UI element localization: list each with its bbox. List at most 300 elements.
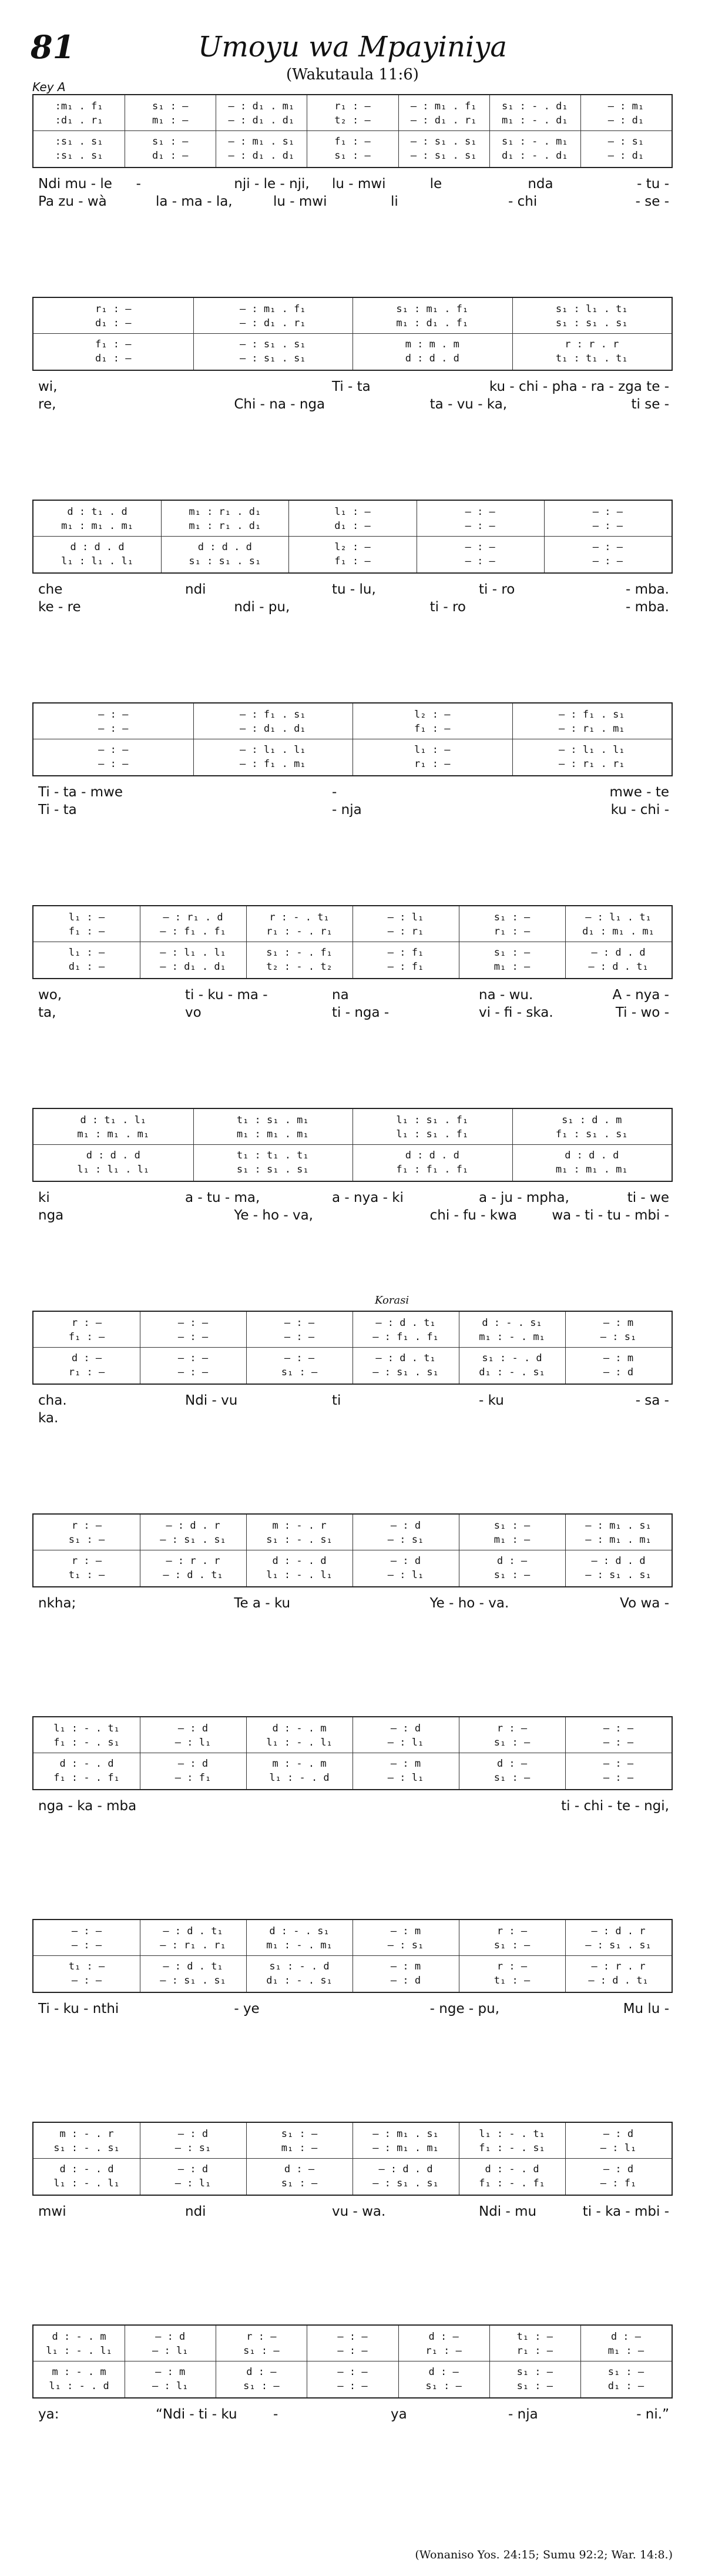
solfa-cell: r : —: [496, 1925, 528, 1937]
staff-box: [32, 2122, 673, 2196]
solfa-cell: — : d: [390, 1723, 421, 1734]
solfa-cell: — : —: [284, 1331, 315, 1343]
solfa-cell: s₁ : —: [281, 2178, 318, 2189]
solfa-cell: — : f₁ . f₁: [160, 926, 226, 937]
lyric-syllable: Ti - ta: [332, 379, 371, 394]
staff-divider: [33, 130, 672, 131]
lyric-syllable: Ye - ho - va,: [234, 1208, 313, 1223]
hymn-subtitle: (Wakutaula 11:6): [286, 66, 419, 83]
solfa-cell: r₁ : —: [494, 926, 531, 937]
voice-row: [33, 1756, 672, 1771]
solfa-cell: s₁ : l₁ . t₁: [555, 303, 628, 315]
staff-box: [32, 500, 673, 574]
voice-row: [33, 945, 672, 960]
solfa-cell: — : s₁ . s₁: [239, 339, 306, 350]
voice-row: [33, 756, 672, 772]
voice-row: [33, 113, 672, 128]
solfa-cell: — : s₁ . s₁: [160, 1975, 226, 1987]
solfa-cell: l₁ : - . l₁: [266, 1569, 333, 1581]
solfa-cell: — : r . r: [166, 1555, 220, 1567]
solfa-cell: — : d . t₁: [588, 1975, 649, 1987]
lyric-line: [38, 2407, 673, 2423]
solfa-cell: — : r₁ . m₁: [558, 723, 625, 735]
lyric-syllable: ti - ka - mbi -: [582, 2204, 669, 2219]
lyric-syllable: ndi - pu,: [234, 599, 290, 615]
lyric-syllable: “Ndi - ti - ku: [156, 2407, 237, 2422]
solfa-cell: d : - . s₁: [269, 1925, 330, 1937]
solfa-cell: — : —: [284, 1317, 315, 1329]
voice-row: [33, 1127, 672, 1142]
lyric-syllable: nji - le - nji,: [234, 176, 310, 192]
solfa-cell: — : d: [390, 1975, 421, 1987]
solfa-cell: — : d . r: [166, 1520, 220, 1532]
solfa-cell: t₂ : - . t₂: [266, 961, 333, 973]
solfa-cell: — : d . d: [591, 947, 646, 959]
solfa-cell: — : m₁ . f₁: [239, 303, 306, 315]
lyric-syllable: ti - ku - ma -: [185, 987, 268, 1003]
solfa-cell: — : s₁ . s₁: [160, 1534, 226, 1546]
solfa-cell: s₁ : —: [516, 2366, 553, 2378]
voice-row: [33, 1532, 672, 1547]
solfa-cell: :m₁ . f₁: [55, 101, 103, 112]
solfa-cell: m : m . m: [405, 339, 459, 350]
solfa-cell: l₂ : —: [334, 541, 371, 553]
lyric-syllable: A - nya -: [612, 987, 669, 1003]
lyric-syllable: vi - fi - ska.: [479, 1005, 553, 1020]
lyric-syllable: nkha;: [38, 1596, 76, 1611]
solfa-cell: f₁ : - . s₁: [53, 1737, 120, 1748]
voice-row: [33, 1770, 672, 1786]
lyric-syllable: le: [429, 176, 442, 192]
staff-box: [32, 297, 673, 371]
solfa-cell: l₁ : —: [68, 947, 105, 959]
lyric-syllable: ya:: [38, 2407, 59, 2422]
lyric-syllable: vu - wa.: [332, 2204, 386, 2219]
voice-row: [33, 2140, 672, 2156]
solfa-cell: — : l₁: [174, 2178, 212, 2189]
solfa-cell: f₁ : —: [68, 1331, 105, 1343]
voice-row: [33, 1721, 672, 1736]
solfa-cell: s₁ : - . d₁: [501, 101, 568, 112]
staff-box: [32, 905, 673, 979]
voice-row: [33, 554, 672, 569]
solfa-cell: — : l₁: [387, 1737, 424, 1748]
lyric-syllable: Ti - ta - mwe: [38, 785, 123, 800]
solfa-cell: m₁ : m₁ . m₁: [236, 1128, 309, 1140]
solfa-cell: d : d . d: [565, 1150, 619, 1161]
lyric-syllable: ki: [38, 1190, 50, 1205]
solfa-cell: — : —: [592, 506, 623, 518]
solfa-cell: — : d . t₁: [375, 1352, 436, 1364]
solfa-cell: — : —: [337, 2331, 368, 2343]
lyric-syllable: Vo wa -: [620, 1596, 669, 1611]
solfa-cell: s₁ : —: [494, 1737, 531, 1748]
solfa-cell: m₁ : m₁ . m₁: [77, 1128, 150, 1140]
solfa-cell: s₁ : s₁ . s₁: [189, 555, 261, 567]
lyric-syllable: Ndi - mu: [479, 2204, 537, 2219]
solfa-cell: m₁ : —: [494, 961, 531, 973]
lyric-syllable: re,: [38, 397, 56, 412]
solfa-cell: — : l₁: [387, 1569, 424, 1581]
lyric-syllable: ndi: [185, 2204, 206, 2219]
solfa-cell: r₁ : —: [95, 303, 132, 315]
solfa-cell: — : —: [465, 541, 495, 553]
solfa-cell: — : —: [592, 541, 623, 553]
solfa-cell: t₁ : t₁ . t₁: [236, 1150, 309, 1161]
lyric-syllable: - nge - pu,: [429, 2001, 500, 2016]
voice-row: [33, 99, 672, 114]
solfa-cell: r₁ : —: [414, 758, 451, 770]
solfa-cell: — : l₁: [174, 1737, 212, 1748]
solfa-cell: t₁ : —: [68, 1961, 105, 1972]
solfa-cell: s₁ : —: [607, 2366, 644, 2378]
solfa-cell: — : d: [390, 1555, 421, 1567]
solfa-cell: l₁ : - . t₁: [479, 2128, 545, 2140]
lyric-syllable: ndi: [185, 582, 206, 597]
lyric-syllable: -: [332, 785, 337, 800]
hymn-number: 81: [31, 28, 75, 66]
solfa-cell: — : m₁ . s₁: [228, 136, 295, 148]
solfa-cell: m₁ : - . d₁: [501, 115, 568, 126]
solfa-cell: — : —: [98, 723, 129, 735]
voice-row: [33, 1113, 672, 1128]
solfa-cell: — : m₁ . s₁: [372, 2128, 439, 2140]
solfa-cell: m : - . r: [59, 2128, 114, 2140]
solfa-cell: l₁ : —: [68, 912, 105, 923]
lyric-syllable: Ti - ku - nthi: [38, 2001, 119, 2016]
lyric-syllable: cha.: [38, 1393, 67, 1408]
solfa-cell: — : —: [71, 1939, 102, 1951]
solfa-cell: — : d: [177, 2128, 209, 2140]
solfa-cell: s₁ : —: [68, 1534, 105, 1546]
solfa-cell: d₁ : —: [334, 520, 371, 532]
solfa-cell: m₁ : m₁ . m₁: [555, 1164, 628, 1175]
voice-row: [33, 1735, 672, 1750]
lyric-syllable: che: [38, 582, 63, 597]
solfa-cell: — : —: [592, 555, 623, 567]
voice-row: [33, 1148, 672, 1163]
solfa-cell: s₁ : - . s₁: [266, 1534, 333, 1546]
lyric-syllable: - sa -: [635, 1393, 669, 1408]
lyric-syllable: Pa zu - wà: [38, 194, 107, 209]
solfa-cell: f₁ : - . f₁: [479, 2178, 545, 2189]
solfa-cell: m₁ : —: [607, 2345, 644, 2357]
solfa-cell: t₁ : —: [516, 2331, 553, 2343]
solfa-cell: d : —: [246, 2366, 277, 2378]
solfa-cell: m₁ : r₁ . d₁: [189, 506, 261, 518]
lyric-syllable: ti - ro: [479, 582, 515, 597]
voice-row: [33, 1553, 672, 1569]
lyric-syllable: Ndi - vu: [185, 1393, 238, 1408]
solfa-cell: s₁ : —: [494, 1569, 531, 1581]
voice-row: [33, 337, 672, 352]
solfa-cell: — : —: [177, 1317, 209, 1329]
lyric-syllable: - ye: [234, 2001, 260, 2016]
solfa-cell: d₁ : m₁ . m₁: [582, 926, 654, 937]
solfa-cell: f₁ : - . f₁: [53, 1772, 120, 1784]
lyric-syllable: mwi: [38, 2204, 66, 2219]
lyric-syllable: wi,: [38, 379, 58, 394]
solfa-cell: :d₁ . r₁: [55, 115, 103, 126]
lyric-line: [38, 1393, 673, 1409]
solfa-cell: l₁ : —: [334, 506, 371, 518]
solfa-cell: l₁ : - . d: [269, 1772, 330, 1784]
lyric-syllable: chi - fu - kwa: [429, 1208, 518, 1223]
solfa-cell: s₁ : - . d: [482, 1352, 542, 1364]
lyric-syllable: Ndi mu - le: [38, 176, 112, 192]
solfa-cell: :s₁ . s₁: [55, 150, 103, 162]
lyric-line: [38, 1208, 673, 1224]
solfa-cell: — : m₁: [607, 101, 644, 112]
solfa-cell: s₁ : - . m₁: [501, 136, 568, 148]
lyric-syllable: wo,: [38, 987, 62, 1003]
solfa-cell: — : —: [337, 2380, 368, 2392]
lyric-syllable: ti - ro: [429, 599, 466, 615]
lyric-syllable: ti se -: [631, 397, 669, 412]
solfa-cell: f₁ : —: [414, 723, 451, 735]
solfa-cell: s₁ : —: [152, 136, 189, 148]
voice-row: [33, 1365, 672, 1380]
solfa-cell: — : d₁ . d₁: [228, 115, 295, 126]
solfa-cell: m₁ : - . m₁: [266, 1939, 333, 1951]
voice-row: [33, 742, 672, 758]
lyric-line: [38, 1190, 673, 1207]
solfa-cell: s₁ : - . s₁: [53, 2142, 120, 2154]
solfa-cell: m₁ : —: [152, 115, 189, 126]
solfa-cell: — : —: [98, 744, 129, 756]
solfa-cell: — : r₁ . r₁: [160, 1939, 226, 1951]
solfa-cell: — : d . d: [591, 1555, 646, 1567]
solfa-cell: r₁ : —: [334, 101, 371, 112]
solfa-cell: r : —: [246, 2331, 277, 2343]
solfa-cell: m : - . m: [52, 2366, 106, 2378]
solfa-cell: f₁ : —: [68, 926, 105, 937]
lyric-syllable: ti: [332, 1393, 341, 1408]
solfa-cell: m₁ : - . m₁: [479, 1331, 545, 1343]
lyric-syllable: -: [136, 176, 141, 192]
solfa-cell: s₁ : —: [494, 947, 531, 959]
lyric-syllable: lu - mwi: [332, 176, 386, 192]
solfa-cell: — : m₁ . m₁: [372, 2142, 439, 2154]
solfa-cell: — : r₁: [387, 926, 424, 937]
solfa-cell: — : d₁ . d₁: [228, 150, 295, 162]
solfa-cell: — : —: [337, 2345, 368, 2357]
solfa-cell: — : s₁ . s₁: [410, 150, 477, 162]
lyric-syllable: a - tu - ma,: [185, 1190, 260, 1205]
solfa-cell: r : r . r: [565, 339, 619, 350]
solfa-cell: r : —: [71, 1520, 102, 1532]
solfa-cell: d : —: [496, 1758, 528, 1770]
solfa-cell: — : d . r: [591, 1925, 646, 1937]
solfa-cell: l₂ : —: [414, 709, 451, 721]
solfa-cell: f₁ : —: [334, 136, 371, 148]
solfa-cell: r : —: [71, 1317, 102, 1329]
solfa-cell: — : d₁ . r₁: [410, 115, 477, 126]
solfa-cell: — : f₁ . s₁: [239, 709, 306, 721]
solfa-cell: f₁ : f₁ . f₁: [396, 1164, 469, 1175]
solfa-cell: m₁ : r₁ . d₁: [189, 520, 261, 532]
solfa-cell: — : r₁ . d: [163, 912, 223, 923]
voice-row: [33, 134, 672, 149]
solfa-cell: s₁ : —: [494, 912, 531, 923]
solfa-cell: — : —: [465, 506, 495, 518]
solfa-cell: — : l₁: [152, 2345, 189, 2357]
solfa-cell: l₁ : - . l₁: [53, 2178, 120, 2189]
solfa-cell: — : f₁: [174, 1772, 212, 1784]
solfa-cell: — : d . t₁: [588, 961, 649, 973]
solfa-cell: s₁ : —: [281, 1366, 318, 1378]
lyric-syllable: - se -: [635, 194, 669, 209]
solfa-cell: — : d₁ . r₁: [239, 317, 306, 329]
solfa-cell: d : d . d: [86, 1150, 140, 1161]
voice-row: [33, 707, 672, 722]
voice-row: [33, 1973, 672, 1988]
solfa-cell: d : t₁ . l₁: [80, 1114, 147, 1126]
solfa-cell: d : d . d: [405, 353, 459, 364]
solfa-cell: d : —: [610, 2331, 641, 2343]
solfa-cell: — : —: [603, 1723, 634, 1734]
lyric-syllable: tu - lu,: [332, 582, 376, 597]
solfa-cell: s₁ : s₁ . s₁: [236, 1164, 309, 1175]
solfa-cell: — : —: [592, 520, 623, 532]
lyric-syllable: ka.: [38, 1411, 59, 1426]
solfa-cell: d : - . m: [52, 2331, 106, 2343]
solfa-cell: — : d: [155, 2331, 186, 2343]
solfa-cell: d : - . d: [59, 2163, 114, 2175]
solfa-cell: — : f₁: [387, 947, 424, 959]
staff-box: [32, 1513, 673, 1587]
lyric-syllable: mwe - te: [609, 785, 669, 800]
lyric-syllable: a - nya - ki: [332, 1190, 404, 1205]
solfa-cell: — : m: [390, 1961, 421, 1972]
solfa-cell: — : r₁ . r₁: [558, 758, 625, 770]
solfa-cell: d : d . d: [405, 1150, 459, 1161]
solfa-cell: — : s₁ . s₁: [372, 2178, 439, 2189]
solfa-cell: — : s₁ . s₁: [585, 1569, 652, 1581]
lyric-syllable: Mu lu -: [623, 2001, 669, 2016]
lyric-line: [38, 2204, 673, 2220]
solfa-cell: d : —: [284, 2163, 315, 2175]
solfa-cell: — : s₁: [600, 1331, 637, 1343]
solfa-cell: s₁ : —: [494, 1939, 531, 1951]
lyric-syllable: - nja: [508, 2407, 538, 2422]
solfa-cell: — : f₁: [600, 2178, 637, 2189]
voice-row: [33, 1329, 672, 1345]
solfa-cell: s₁ : s₁ . s₁: [555, 317, 628, 329]
lyric-syllable: - chi: [508, 194, 538, 209]
lyric-syllable: - mba.: [625, 582, 669, 597]
lyric-line: [38, 1411, 673, 1427]
solfa-cell: — : d . t₁: [163, 1925, 223, 1937]
voice-row: [33, 2379, 672, 2394]
solfa-cell: m : - . m: [272, 1758, 327, 1770]
lyric-syllable: - ku: [479, 1393, 504, 1408]
solfa-cell: — : s₁: [387, 1939, 424, 1951]
solfa-cell: s₁ : d . m: [562, 1114, 622, 1126]
solfa-cell: — : —: [465, 520, 495, 532]
solfa-cell: l₁ : - . d: [49, 2380, 109, 2392]
solfa-cell: — : d₁ . m₁: [228, 101, 295, 112]
solfa-cell: — : —: [71, 1975, 102, 1987]
solfa-cell: — : d: [603, 2128, 634, 2140]
lyric-syllable: ti - chi - te - ngi,: [561, 1798, 669, 1814]
voice-row: [33, 1351, 672, 1366]
solfa-cell: d : t₁ . d: [67, 506, 127, 518]
solfa-cell: — : r . r: [591, 1961, 646, 1972]
solfa-cell: l₁ : s₁ . f₁: [396, 1128, 469, 1140]
solfa-cell: s₁ : m₁ . f₁: [396, 303, 469, 315]
voice-row: [33, 2343, 672, 2359]
solfa-cell: — : d . t₁: [375, 1317, 436, 1329]
solfa-cell: m₁ : —: [494, 1534, 531, 1546]
solfa-cell: t₁ : —: [68, 1569, 105, 1581]
lyric-syllable: Ti - ta: [38, 802, 77, 818]
solfa-cell: — : f₁: [387, 961, 424, 973]
solfa-cell: — : d . d: [378, 2163, 433, 2175]
solfa-cell: l₁ : - . t₁: [53, 1723, 120, 1734]
lyric-syllable: wa - ti - tu - mbi -: [552, 1208, 669, 1223]
solfa-cell: — : s₁: [174, 2142, 212, 2154]
lyric-syllable: a - ju - mpha,: [479, 1190, 569, 1205]
staff-box: [32, 1716, 673, 1790]
lyric-syllable: ta,: [38, 1005, 56, 1020]
lyric-syllable: na: [332, 987, 349, 1003]
lyric-line: [38, 1798, 673, 1815]
solfa-cell: s₁ : —: [281, 2128, 318, 2140]
solfa-cell: l₁ : s₁ . f₁: [396, 1114, 469, 1126]
solfa-cell: — : s₁ . s₁: [239, 353, 306, 364]
lyric-syllable: Ti - wo -: [615, 1005, 669, 1020]
lyric-line: [38, 194, 673, 210]
solfa-cell: — : m: [155, 2366, 186, 2378]
solfa-cell: — : d: [177, 1758, 209, 1770]
lyric-line: [38, 397, 673, 413]
solfa-cell: s₁ : —: [243, 2345, 280, 2357]
lyric-syllable: - mba.: [625, 599, 669, 615]
solfa-cell: — : —: [603, 1758, 634, 1770]
solfa-cell: — : —: [337, 2366, 368, 2378]
solfa-cell: d₁ : - . s₁: [479, 1366, 545, 1378]
solfa-cell: d : d . d: [197, 541, 252, 553]
solfa-cell: s₁ : - . d: [269, 1961, 330, 1972]
solfa-cell: — : d₁ . d₁: [239, 723, 306, 735]
staff-divider: [33, 536, 672, 537]
solfa-cell: d : —: [428, 2331, 459, 2343]
solfa-cell: d₁ : —: [68, 961, 105, 973]
hymn-title: Umoyu wa Mpayiniya: [197, 31, 508, 63]
solfa-cell: — : l₁: [387, 912, 424, 923]
solfa-cell: — : l₁ . l₁: [239, 744, 306, 756]
solfa-cell: — : m₁ . f₁: [410, 101, 477, 112]
solfa-cell: — : m: [603, 1317, 634, 1329]
lyric-syllable: ke - re: [38, 599, 81, 615]
solfa-cell: — : m: [390, 1758, 421, 1770]
solfa-cell: d₁ : —: [95, 353, 132, 364]
solfa-cell: — : l₁ . l₁: [160, 947, 226, 959]
solfa-cell: — : m: [390, 1925, 421, 1937]
solfa-cell: r : —: [71, 1555, 102, 1567]
voice-row: [33, 959, 672, 974]
solfa-cell: s₁ : - . f₁: [266, 947, 333, 959]
solfa-cell: — : —: [603, 1737, 634, 1748]
solfa-cell: — : l₁ . t₁: [585, 912, 652, 923]
lyric-line: [38, 1596, 673, 1612]
solfa-cell: m : - . r: [272, 1520, 327, 1532]
solfa-cell: d₁ : —: [152, 150, 189, 162]
solfa-cell: — : d₁: [607, 115, 644, 126]
lyric-syllable: -: [273, 2407, 278, 2422]
solfa-cell: r₁ : —: [425, 2345, 462, 2357]
